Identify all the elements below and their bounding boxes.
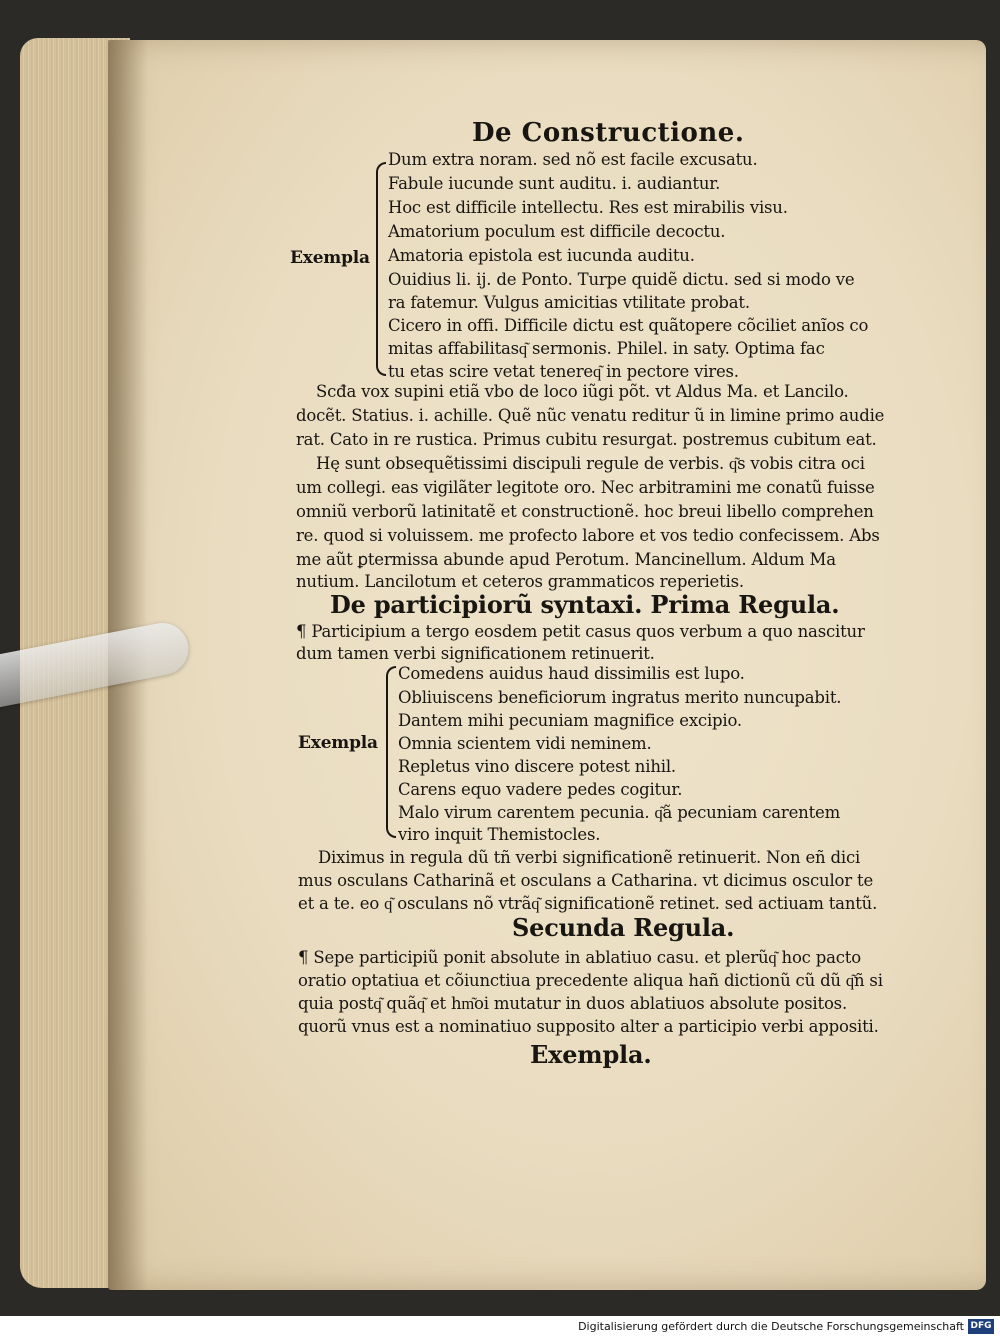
example-line: Amatoria epistola est iucunda auditu. [388,246,695,265]
section-title-second-rule: Secunda Regula. [512,913,735,942]
example-line: ra fatemur. Vulgus amicitias vtilitate probat. [388,293,750,312]
example-line: Omnia scientem vidi neminem. [398,734,652,753]
example-line: Dum extra noram. sed nõ est facile excusatu. [388,150,758,169]
example-line: Obliuiscens beneficiorum ingratus merito nuncupabit. [398,688,842,707]
paragraph-line: Diximus in regula dũ tñ verbi significationẽ retinuerit. Non eñ dici [318,848,861,867]
paragraph-line: docẽt. Statius. i. achille. Quẽ nũc venatu reditur ũ in limine primo audie [296,406,885,425]
paragraph-line: et a te. eo q͂ osculans nõ vtrãq͂ significationẽ retinet. sed actiuam tantũ. [298,894,878,913]
rule-two-line: quia postq͂ quãq͂ et hm͂oi mutatur in duos ablatiuos absolute positos. [298,994,847,1013]
example-line: Cicero in offi. Difficile dictu est quãtopere cõciliet anĩos co [388,316,869,335]
paragraph-line: Scđa vox supini etiã vbo de loco iũgi põt. vt Aldus Ma. et Lancilo. [316,382,849,401]
paragraph-line: me aũt ꝑtermissa abunde apud Perotum. Mancinellum. Aldum Ma [296,550,836,569]
example-line: Amatorium poculum est difficile decoctu. [388,222,726,241]
section-title-participles: De participiorũ syntaxi. Prima Regula. [330,590,840,619]
example-bracket-1 [376,162,386,376]
example-bracket-2 [386,666,396,838]
paragraph-line: Hę sunt obsequẽtissimi discipuli regule de verbis. q͂s vobis citra oci [316,454,865,473]
rule-two-line: ¶ Sepe participiũ ponit absolute in ablatiuo casu. et plerũq͂ hoc pacto [298,948,861,967]
closing-exempla: Exempla. [530,1040,652,1069]
example-line: Hoc est difficile intellectu. Res est mirabilis visu. [388,198,788,217]
example-line: mitas affabilitasq͂ sermonis. Philel. in saty. Optima fac [388,339,825,358]
example-line: Repletus vino discere potest nihil. [398,757,676,776]
paragraph-line: re. quod si voluissem. me profecto labore et vos tedio confecissem. Abs [296,526,880,545]
example-line: Dantem mihi pecuniam magnifice excipio. [398,711,742,730]
example-label-1: Exempla [290,248,370,268]
example-line: Malo virum carentem pecunia. q͂ã pecuniam carentem [398,803,841,822]
page-heading: De Constructione. [472,118,745,148]
example-line: Ouidius li. ij. de Ponto. Turpe quidẽ dictu. sed si modo ve [388,270,855,289]
example-line: Comedens auidus haud dissimilis est lupo. [398,664,745,683]
digitization-footer [0,1316,1000,1340]
paragraph-line: omniũ verborũ latinitatẽ et constructionẽ. hoc breui libello comprehen [296,502,874,521]
paragraph-line: nutium. Lancilotum et ceteros grammaticos reperietis. [296,572,744,591]
example-line: viro inquit Themistocles. [398,825,601,844]
example-line: Carens equo vadere pedes cogitur. [398,780,683,799]
paragraph-line: rat. Cato in re rustica. Primus cubitu resurgat. postremus cubitum eat. [296,430,877,449]
rule-one-line: ¶ Participium a tergo eosdem petit casus quos verbum a quo nascitur [296,622,865,641]
dfg-logo: DFG [968,1319,994,1334]
example-line: tu etas scire vetat tenereq͂ in pectore vires. [388,362,739,381]
rule-two-line: oratio optatiua et cõiunctiua precedente aliqua hañ dictionũ cũ dũ q͂ñ si [298,971,883,990]
rule-one-line: dum tamen verbi significationem retinuerit. [296,644,655,663]
rule-two-line: quorũ vnus est a nominatiuo supposito alter a participio verbi appositi. [298,1017,879,1036]
example-label-2: Exempla [298,733,378,753]
example-line: Fabule iucunde sunt auditu. i. audiantur. [388,174,721,193]
footer-credit: Digitalisierung gefördert durch die Deutsche Forschungsgemeinschaft [578,1320,964,1333]
paragraph-line: um collegi. eas vigilãter legitote oro. Nec arbitramini me conatũ fuisse [296,478,875,497]
paragraph-line: mus osculans Catharinã et osculans a Catharina. vt dicimus osculor te [298,871,874,890]
